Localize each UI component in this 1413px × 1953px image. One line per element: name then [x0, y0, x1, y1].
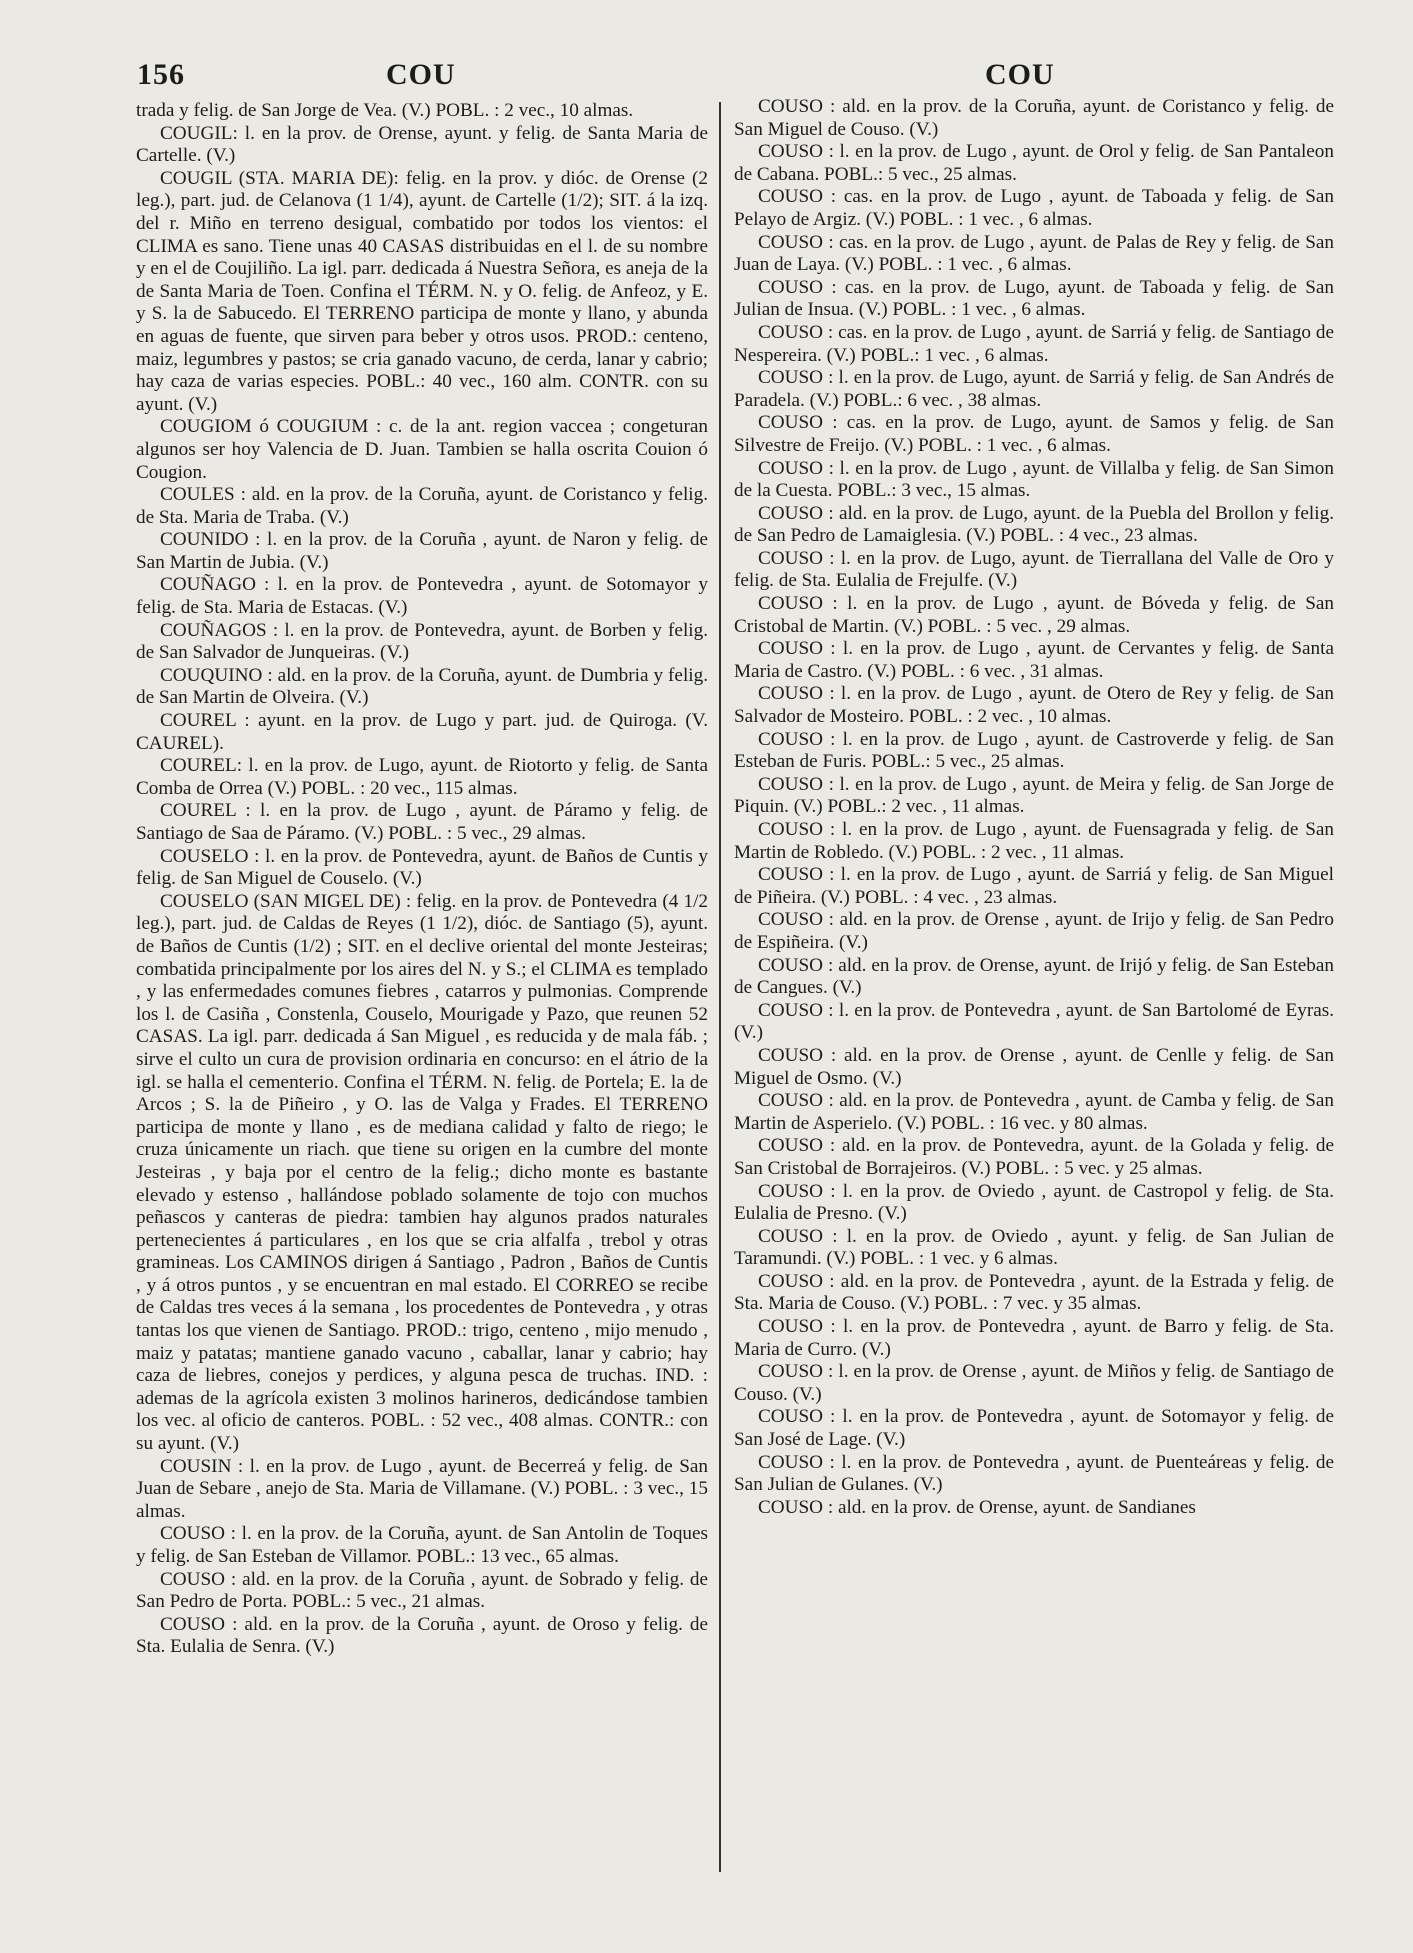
entry: COUSO : ald. en la prov. de Orense , ayunt. de Irijo y felig. de San Pedro de Espiñeira. (V.): [734, 909, 1334, 953]
left-column: [136, 100, 708, 1659]
entry: COUSO : ald. en la prov. de Pontevedra, ayunt. de la Golada y felig. de San Cristobal de Borrajeiros. (V.) POBL. : 5 vec. y 25 almas.: [734, 1135, 1334, 1179]
right-running-head: COU: [985, 58, 1055, 91]
entry: COULES : ald. en la prov. de la Coruña, ayunt. de Coristanco y felig. de Sta. Maria de Traba. (V.): [136, 484, 708, 528]
entry: COUSO : l. en la prov. de Oviedo , ayunt. y felig. de San Julian de Taramundi. (V.) POBL. : 1 vec. y 6 almas.: [734, 1225, 1334, 1270]
entry: COUSO : l. en la prov. de Lugo , ayunt. de Meira y felig. de San Jorge de Piquin. (V.) POBL.: 2 vec. , 11 almas.: [734, 773, 1334, 818]
entry: COUSO : ald. en la prov. de Lugo, ayunt. de la Puebla del Brollon y felig. de San Pedro de Lamaiglesia. (V.) POBL. : 4 vec., 23 almas.: [734, 502, 1334, 547]
entry: COUSO : l. en la prov. de Oviedo , ayunt. de Castropol y felig. de Sta. Eulalia de Presno. (V.): [734, 1180, 1334, 1225]
page-number: 156: [137, 58, 185, 91]
entry: COUNIDO : l. en la prov. de la Coruña , ayunt. de Naron y felig. de San Martin de Jubia. (V.): [136, 529, 708, 573]
entry: COUSO : ald. en la prov. de la Coruña , ayunt. de Oroso y felig. de Sta. Eulalia de Senra. (V.): [136, 1613, 708, 1658]
entry: COUÑAGOS : l. en la prov. de Pontevedra, ayunt. de Borben y felig. de San Salvador de Junqueiras. (V.): [136, 619, 708, 664]
entry: COUSO : ald. en la prov. de la Coruña, ayunt. de Coristanco y felig. de San Miguel de Couso. (V.): [734, 96, 1334, 140]
entry: COUSELO : l. en la prov. de Pontevedra, ayunt. de Baños de Cuntis y felig. de San Miguel de Couselo. (V.): [136, 845, 708, 890]
entry: COUSO : cas. en la prov. de Lugo, ayunt. de Taboada y felig. de San Julian de Insua. (V.) POBL. : 1 vec. , 6 almas.: [734, 276, 1334, 321]
entry: COUGIOM ó COUGIUM : c. de la ant. region vaccea ; congeturan algunos ser hoy Valencia de D. Juan. Tambien se halla oscrita Couion ó Cougion.: [136, 416, 708, 483]
right-column: [734, 96, 1334, 1519]
entry: COUSO : l. en la prov. de Lugo, ayunt. de Sarriá y felig. de San Andrés de Paradela. (V.) POBL.: 6 vec. , 38 almas.: [734, 367, 1334, 411]
entry: COUSO : l. en la prov. de Lugo , ayunt. de Orol y felig. de San Pantaleon de Cabana. POBL.: 5 vec., 25 almas.: [734, 141, 1334, 185]
entry: COUQUINO : ald. en la prov. de la Coruña, ayunt. de Dumbria y felig. de San Martin de Olveira. (V.): [136, 664, 708, 709]
left-running-head: COU: [386, 58, 456, 91]
entry: COUSO : ald. en la prov. de Orense , ayunt. de Cenlle y felig. de San Miguel de Osmo. (V.): [734, 1044, 1334, 1089]
entry: COUSO : l. en la prov. de la Coruña, ayunt. de San Antolin de Toques y felig. de San Esteban de Villamor. POBL.: 13 vec., 65 almas.: [136, 1523, 708, 1567]
entry: COUSO : l. en la prov. de Lugo , ayunt. de Fuensagrada y felig. de San Martin de Robledo. (V.) POBL. : 2 vec. , 11 almas.: [734, 819, 1334, 863]
entry: COUREL : ayunt. en la prov. de Lugo y part. jud. de Quiroga. (V. CAUREL).: [136, 710, 708, 754]
entry: COUGIL (STA. MARIA DE): felig. en la prov. y dióc. de Orense (2 leg.), part. jud. de Celanova (1 1/4), ayunt. de Cartelle (1/2); SIT. á la izq. del r. Miño en terreno desigual, combatido por todos los vientos: el CLIMA es sano. Tiene unas 40 CASAS distribuidas en el l. de su nombre y en el de Coujiliño. La igl. parr. dedicada á Nuestra Señora, es aneja de la de Santa Maria de Toen. Confina el TÉRM. N. y O. felig. de Anfeoz, y E. y S. la de Sabucedo. El TERRENO participa de monte y llano, y abunda en aguas de fuente, que sirven para beber y otros usos. PROD.: centeno, maiz, legumbres y pastos; se cria ganado vacuno, de cerda, lanar y cabrio; hay caza de varias especies. POBL.: 40 vec., 160 alm. CONTR. con su ayunt. (V.): [136, 167, 708, 415]
entry: COUSO : l. en la prov. de Pontevedra , ayunt. de Barro y felig. de Sta. Maria de Curro. (V.): [734, 1316, 1334, 1360]
column-divider: [719, 102, 721, 1872]
entry: trada y felig. de San Jorge de Vea. (V.) POBL. : 2 vec., 10 almas.: [136, 100, 634, 121]
entry: COUSO : l. en la prov. de Orense , ayunt. de Miños y felig. de Santiago de Couso. (V.): [734, 1361, 1334, 1405]
entry: COUSO : l. en la prov. de Lugo , ayunt. de Sarriá y felig. de San Miguel de Piñeira. (V.) POBL. : 4 vec. , 23 almas.: [734, 864, 1334, 908]
entry: COUSO : ald. en la prov. de Orense, ayunt. de Sandianes: [758, 1496, 1196, 1518]
entry: COUSO : l. en la prov. de Lugo , ayunt. de Villalba y felig. de San Simon de la Cuesta. POBL.: 3 vec., 15 almas.: [734, 457, 1334, 502]
entry: COUSO : l. en la prov. de Pontevedra , ayunt. de San Bartolomé de Eyras. (V.): [734, 999, 1334, 1044]
entry: COUSO : cas. en la prov. de Lugo , ayunt. de Sarriá y felig. de Santiago de Nespereira. (V.) POBL.: 1 vec. , 6 almas.: [734, 321, 1334, 366]
entry: COUSO : ald. en la prov. de Pontevedra , ayunt. de Camba y felig. de San Martin de Asperielo. (V.) POBL. : 16 vec. y 80 almas.: [734, 1090, 1334, 1134]
entry: COUSO : cas. en la prov. de Lugo , ayunt. de Palas de Rey y felig. de San Juan de Laya. (V.) POBL. : 1 vec. , 6 almas.: [734, 231, 1334, 276]
entry: COUREL : l. en la prov. de Lugo , ayunt. de Páramo y felig. de Santiago de Saa de Páramo. (V.) POBL. : 5 vec., 29 almas.: [136, 800, 708, 844]
entry: COUÑAGO : l. en la prov. de Pontevedra , ayunt. de Sotomayor y felig. de Sta. Maria de Estacas. (V.): [136, 574, 708, 619]
entry: COUGIL: l. en la prov. de Orense, ayunt. y felig. de Santa Maria de Cartelle. (V.): [136, 122, 708, 167]
entry: COUSELO (SAN MIGEL DE) : felig. en la prov. de Pontevedra (4 1/2 leg.), part. jud. de Caldas de Reyes (1 1/2), dióc. de Santiago (5), ayunt. de Baños de Cuntis (1/2) ; SIT. en el declive oriental del monte Jesteiras; combatida principalmente por los aires del N. y S.; el CLIMA es templado , y las enfermedades comunes fiebres , catarros y pulmonias. Comprende los l. de Casiña , Constenla, Couselo, Mourigade y Pazo, que reunen 52 CASAS. La igl. parr. dedicada á San Miguel , es reducida y de mala fáb. ; sirve el culto un cura de provision ordinaria en concurso: en el átrio de la igl. se halla el cementerio. Confina el TÉRM. N. felig. de Portela; E. la de Arcos ; S. la de Piñeiro , y O. las de Valga y Frades. El TERRENO participa de monte y llano , es de mediana calidad y falto de riego; le cruza únicamente un riach. que tiene su origen en la cumbre del monte Jesteiras , y baja por el centro de la felig.; dicho monte es bastante elevado y estenso , hallándose poblado solamente de tojo con muchos peñascos y canteras de piedra: tambien hay algunos prados naturales pertenecientes á particulares , en los que se cria alfalfa , trebol y otras gramineas. Los CAMINOS dirigen á Santiago , Padron , Baños de Cuntis , y á otros puntos , y se encuentran en mal estado. El CORREO se recibe de Caldas tres veces á la semana , los procedentes de Pontevedra , y otras tantas los que vienen de Santiago. PROD.: trigo, centeno , mijo menudo , maiz y patatas; mantiene ganado vacuno , caballar, lanar y cabrio; hay caza de liebres, conejos y perdices, y alguna pesca de truchas. IND. : ademas de la agrícola existen 3 molinos harineros, dedicándose tambien los vec. al oficio de canteros. POBL. : 52 vec., 408 almas. CONTR.: con su ayunt. (V.): [136, 890, 708, 1455]
entry: COUSO : l. en la prov. de Lugo , ayunt. de Cervantes y felig. de Santa Maria de Castro. (V.) POBL. : 6 vec. , 31 almas.: [734, 638, 1334, 682]
entry: COUSO : l. en la prov. de Lugo , ayunt. de Otero de Rey y felig. de San Salvador de Mosteiro. POBL. : 2 vec. , 10 almas.: [734, 683, 1334, 728]
entry: COUSO : cas. en la prov. de Lugo, ayunt. de Samos y felig. de San Silvestre de Freijo. (V.) POBL. : 1 vec. , 6 almas.: [734, 412, 1334, 456]
entry: COUSO : cas. en la prov. de Lugo , ayunt. de Taboada y felig. de San Pelayo de Argiz. (V.) POBL. : 1 vec. , 6 almas.: [734, 186, 1334, 230]
entry: COUSO : l. en la prov. de Pontevedra , ayunt. de Puenteáreas y felig. de San Julian de Gulanes. (V.): [734, 1451, 1334, 1496]
entry: COUSO : ald. en la prov. de la Coruña , ayunt. de Sobrado y felig. de San Pedro de Porta. POBL.: 5 vec., 21 almas.: [136, 1568, 708, 1613]
entry: COUSO : l. en la prov. de Pontevedra , ayunt. de Sotomayor y felig. de San José de Lage. (V.): [734, 1406, 1334, 1451]
entry: COUREL: l. en la prov. de Lugo, ayunt. de Riotorto y felig. de Santa Comba de Orrea (V.) POBL. : 20 vec., 115 almas.: [136, 755, 708, 799]
entry: COUSO : l. en la prov. de Lugo, ayunt. de Tierrallana del Valle de Oro y felig. de Sta. Eulalia de Frejulfe. (V.): [734, 547, 1334, 592]
entry: COUSO : l. en la prov. de Lugo , ayunt. de Bóveda y felig. de San Cristobal de Martin. (V.) POBL. : 5 vec. , 29 almas.: [734, 593, 1334, 637]
entry: COUSO : l. en la prov. de Lugo , ayunt. de Castroverde y felig. de San Esteban de Furis. POBL.: 5 vec., 25 almas.: [734, 728, 1334, 773]
entry: COUSO : ald. en la prov. de Pontevedra , ayunt. de la Estrada y felig. de Sta. Maria de Couso. (V.) POBL. : 7 vec. y 35 almas.: [734, 1270, 1334, 1315]
entry: COUSO : ald. en la prov. de Orense, ayunt. de Irijó y felig. de San Esteban de Cangues. (V.): [734, 954, 1334, 999]
entry: COUSIN : l. en la prov. de Lugo , ayunt. de Becerreá y felig. de San Juan de Sebare , anejo de Sta. Maria de Villamane. (V.) POBL. : 3 vec., 15 almas.: [136, 1455, 708, 1522]
